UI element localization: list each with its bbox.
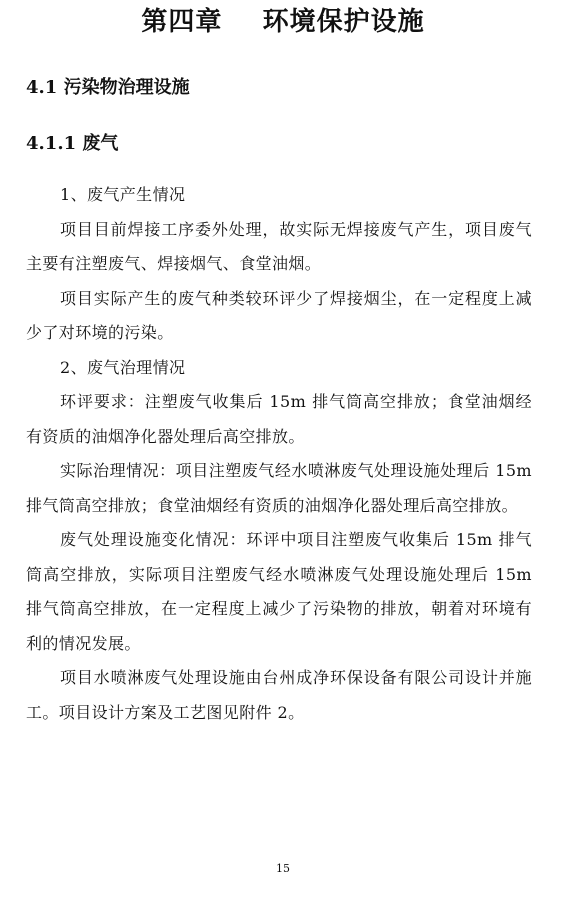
paragraph-waste-gas-sources: 项目目前焊接工序委外处理，故实际无焊接废气产生，项目废气主要有注塑废气、焊接烟气、食堂油烟。 xyxy=(26,219,532,273)
subsection-heading: 4.1.1 废气 xyxy=(26,133,119,154)
paragraph-waste-gas-generation-heading: 1、废气产生情况 xyxy=(60,185,186,204)
page-number: 15 xyxy=(276,862,290,875)
paragraph-pollution-reduction: 项目实际产生的废气种类较环评少了焊接烟尘，在一定程度上减少了对环境的污染。 xyxy=(26,288,532,342)
body-text xyxy=(26,178,532,730)
chapter-title: 第四章 环境保护设施 xyxy=(141,7,425,37)
section-heading: 4.1 污染物治理设施 xyxy=(26,77,190,98)
paragraph-facility-changes: 废气处理设施变化情况：环评中项目注塑废气收集后 15m 排气筒高空排放，实际项目注塑废气经水喷淋废气处理设施处理后 15m 排气筒高空排放，在一定程度上减少了污染物的排放，朝着对环境有利的情况发展。 xyxy=(26,530,532,653)
paragraph-eia-requirements: 环评要求：注塑废气收集后 15m 排气筒高空排放；食堂油烟经有资质的油烟净化器处理后高空排放。 xyxy=(26,392,532,446)
paragraph-facility-design: 项目水喷淋废气处理设施由台州成净环保设备有限公司设计并施工。项目设计方案及工艺图见附件 2。 xyxy=(26,668,532,722)
paragraph-actual-treatment: 实际治理情况：项目注塑废气经水喷淋废气处理设施处理后 15m 排气筒高空排放；食堂油烟经有资质的油烟净化器处理后高空排放。 xyxy=(26,461,532,515)
paragraph-treatment-heading: 2、废气治理情况 xyxy=(60,357,186,377)
